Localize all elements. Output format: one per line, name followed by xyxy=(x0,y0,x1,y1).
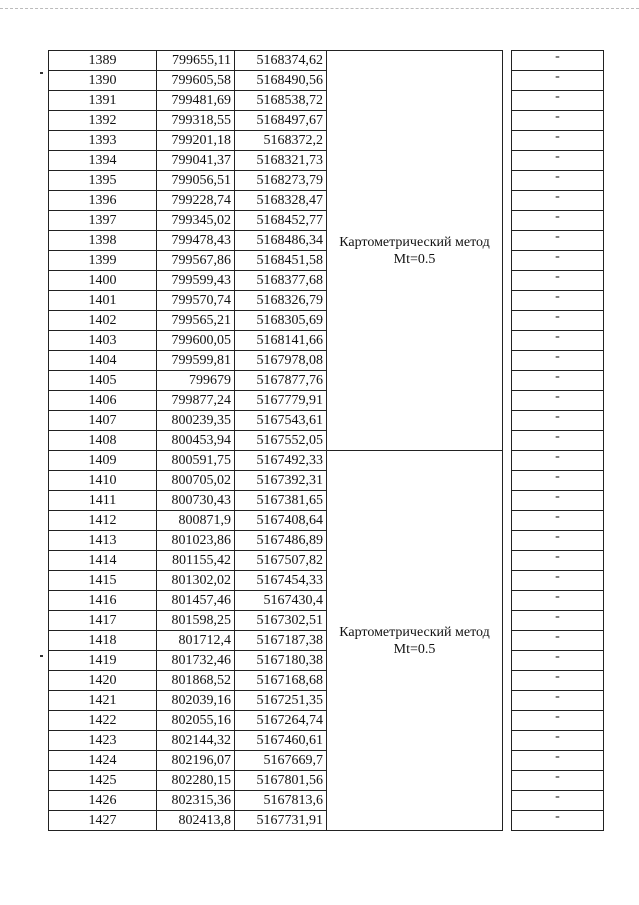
table-row xyxy=(49,731,604,751)
point-number: 1389 xyxy=(49,51,157,71)
table-row xyxy=(49,691,604,711)
coordinate-y: 5167543,61 xyxy=(235,411,327,431)
coordinate-x: 799056,51 xyxy=(157,171,235,191)
table-row xyxy=(49,211,604,231)
coordinate-x: 801598,25 xyxy=(157,611,235,631)
point-number: 1417 xyxy=(49,611,157,631)
point-number: 1425 xyxy=(49,771,157,791)
empty-value-dash: - xyxy=(512,511,604,531)
column-gap xyxy=(503,111,512,131)
table-row xyxy=(49,811,604,831)
method-cell xyxy=(327,51,503,451)
coordinate-x: 800239,35 xyxy=(157,411,235,431)
coordinate-y: 5167813,6 xyxy=(235,791,327,811)
coordinate-x: 802413,8 xyxy=(157,811,235,831)
empty-value-dash: - xyxy=(512,291,604,311)
coordinates-page xyxy=(48,50,604,831)
column-gap xyxy=(503,151,512,171)
point-number: 1393 xyxy=(49,131,157,151)
method-label: Картометрический метод xyxy=(339,624,490,640)
coordinate-x: 801457,46 xyxy=(157,591,235,611)
empty-value-dash: - xyxy=(512,731,604,751)
column-gap xyxy=(503,91,512,111)
empty-value-dash: - xyxy=(512,71,604,91)
coordinate-x: 801868,52 xyxy=(157,671,235,691)
coordinate-x: 802144,32 xyxy=(157,731,235,751)
empty-value-dash: - xyxy=(512,331,604,351)
coordinate-y: 5168328,47 xyxy=(235,191,327,211)
column-gap xyxy=(503,431,512,451)
point-number: 1390 xyxy=(49,71,157,91)
empty-value-dash: - xyxy=(512,151,604,171)
coordinate-y: 5167877,76 xyxy=(235,371,327,391)
table-row xyxy=(49,251,604,271)
table-row xyxy=(49,51,604,71)
coordinate-y: 5167492,33 xyxy=(235,451,327,471)
column-gap xyxy=(503,291,512,311)
column-gap xyxy=(503,611,512,631)
column-gap xyxy=(503,351,512,371)
coordinates-table xyxy=(48,50,604,831)
coordinate-x: 801023,86 xyxy=(157,531,235,551)
coordinate-x: 799041,37 xyxy=(157,151,235,171)
table-row xyxy=(49,311,604,331)
column-gap xyxy=(503,511,512,531)
table-row xyxy=(49,351,604,371)
scan-margin-mark xyxy=(40,655,43,657)
table-row xyxy=(49,151,604,171)
column-gap xyxy=(503,651,512,671)
empty-value-dash: - xyxy=(512,591,604,611)
column-gap xyxy=(503,491,512,511)
coordinate-x: 799605,58 xyxy=(157,71,235,91)
column-gap xyxy=(503,451,512,471)
point-number: 1411 xyxy=(49,491,157,511)
coordinate-x: 800730,43 xyxy=(157,491,235,511)
table-row xyxy=(49,111,604,131)
table-row xyxy=(49,631,604,651)
coordinate-x: 799570,74 xyxy=(157,291,235,311)
column-gap xyxy=(503,711,512,731)
coordinate-y: 5167779,91 xyxy=(235,391,327,411)
coordinate-y: 5167264,74 xyxy=(235,711,327,731)
point-number: 1401 xyxy=(49,291,157,311)
empty-value-dash: - xyxy=(512,571,604,591)
point-number: 1413 xyxy=(49,531,157,551)
coordinate-x: 801155,42 xyxy=(157,551,235,571)
table-row xyxy=(49,331,604,351)
empty-value-dash: - xyxy=(512,471,604,491)
empty-value-dash: - xyxy=(512,411,604,431)
coordinate-y: 5167978,08 xyxy=(235,351,327,371)
column-gap xyxy=(503,131,512,151)
coordinate-y: 5168451,58 xyxy=(235,251,327,271)
coordinate-x: 802280,15 xyxy=(157,771,235,791)
table-row xyxy=(49,591,604,611)
point-number: 1405 xyxy=(49,371,157,391)
coordinate-y: 5168452,77 xyxy=(235,211,327,231)
column-gap xyxy=(503,771,512,791)
column-gap xyxy=(503,671,512,691)
table-row xyxy=(49,191,604,211)
table-row xyxy=(49,671,604,691)
column-gap xyxy=(503,691,512,711)
table-row xyxy=(49,271,604,291)
coordinate-x: 799345,02 xyxy=(157,211,235,231)
table-row xyxy=(49,471,604,491)
column-gap xyxy=(503,631,512,651)
coordinate-x: 799655,11 xyxy=(157,51,235,71)
table-row xyxy=(49,571,604,591)
point-number: 1403 xyxy=(49,331,157,351)
coordinate-x: 799478,43 xyxy=(157,231,235,251)
empty-value-dash: - xyxy=(512,671,604,691)
empty-value-dash: - xyxy=(512,171,604,191)
point-number: 1397 xyxy=(49,211,157,231)
table-row xyxy=(49,451,604,471)
coordinate-x: 799599,81 xyxy=(157,351,235,371)
empty-value-dash: - xyxy=(512,811,604,831)
point-number: 1404 xyxy=(49,351,157,371)
coordinate-x: 799318,55 xyxy=(157,111,235,131)
point-number: 1392 xyxy=(49,111,157,131)
table-row xyxy=(49,771,604,791)
point-number: 1416 xyxy=(49,591,157,611)
empty-value-dash: - xyxy=(512,611,604,631)
empty-value-dash: - xyxy=(512,91,604,111)
empty-value-dash: - xyxy=(512,371,604,391)
coordinate-y: 5168374,62 xyxy=(235,51,327,71)
empty-value-dash: - xyxy=(512,751,604,771)
empty-value-dash: - xyxy=(512,231,604,251)
coordinate-x: 799481,69 xyxy=(157,91,235,111)
coordinate-x: 802039,16 xyxy=(157,691,235,711)
empty-value-dash: - xyxy=(512,691,604,711)
table-row xyxy=(49,371,604,391)
point-number: 1410 xyxy=(49,471,157,491)
empty-value-dash: - xyxy=(512,311,604,331)
coordinate-y: 5168321,73 xyxy=(235,151,327,171)
method-label: Картометрический метод xyxy=(339,234,490,250)
coordinate-y: 5168377,68 xyxy=(235,271,327,291)
coordinate-x: 802196,07 xyxy=(157,751,235,771)
table-row xyxy=(49,131,604,151)
table-row xyxy=(49,391,604,411)
coordinate-y: 5168326,79 xyxy=(235,291,327,311)
table-row xyxy=(49,91,604,111)
empty-value-dash: - xyxy=(512,351,604,371)
coordinate-y: 5167460,61 xyxy=(235,731,327,751)
point-number: 1414 xyxy=(49,551,157,571)
empty-value-dash: - xyxy=(512,211,604,231)
coordinate-y: 5167669,7 xyxy=(235,751,327,771)
coordinate-y: 5168273,79 xyxy=(235,171,327,191)
coordinate-y: 5167430,4 xyxy=(235,591,327,611)
empty-value-dash: - xyxy=(512,251,604,271)
table-row xyxy=(49,651,604,671)
empty-value-dash: - xyxy=(512,191,604,211)
empty-value-dash: - xyxy=(512,111,604,131)
column-gap xyxy=(503,391,512,411)
coordinates-table-body xyxy=(49,51,604,831)
column-gap xyxy=(503,811,512,831)
coordinate-y: 5167731,91 xyxy=(235,811,327,831)
empty-value-dash: - xyxy=(512,491,604,511)
point-number: 1391 xyxy=(49,91,157,111)
column-gap xyxy=(503,591,512,611)
coordinate-y: 5167486,89 xyxy=(235,531,327,551)
accuracy-label: Mt=0.5 xyxy=(393,251,436,267)
point-number: 1408 xyxy=(49,431,157,451)
empty-value-dash: - xyxy=(512,431,604,451)
coordinate-y: 5167408,64 xyxy=(235,511,327,531)
column-gap xyxy=(503,531,512,551)
point-number: 1412 xyxy=(49,511,157,531)
scan-margin-mark xyxy=(40,72,43,74)
coordinate-y: 5168372,2 xyxy=(235,131,327,151)
table-row xyxy=(49,71,604,91)
coordinate-y: 5167392,31 xyxy=(235,471,327,491)
coordinate-x: 801712,4 xyxy=(157,631,235,651)
point-number: 1420 xyxy=(49,671,157,691)
coordinate-x: 800453,94 xyxy=(157,431,235,451)
empty-value-dash: - xyxy=(512,631,604,651)
empty-value-dash: - xyxy=(512,391,604,411)
coordinate-x: 799679 xyxy=(157,371,235,391)
empty-value-dash: - xyxy=(512,131,604,151)
column-gap xyxy=(503,371,512,391)
empty-value-dash: - xyxy=(512,711,604,731)
method-cell xyxy=(327,451,503,831)
empty-value-dash: - xyxy=(512,771,604,791)
coordinate-x: 799565,21 xyxy=(157,311,235,331)
column-gap xyxy=(503,571,512,591)
column-gap xyxy=(503,191,512,211)
column-gap xyxy=(503,751,512,771)
point-number: 1394 xyxy=(49,151,157,171)
column-gap xyxy=(503,71,512,91)
point-number: 1396 xyxy=(49,191,157,211)
table-row xyxy=(49,611,604,631)
coordinate-x: 802315,36 xyxy=(157,791,235,811)
coordinate-x: 799877,24 xyxy=(157,391,235,411)
coordinate-x: 799600,05 xyxy=(157,331,235,351)
table-row xyxy=(49,751,604,771)
empty-value-dash: - xyxy=(512,791,604,811)
point-number: 1422 xyxy=(49,711,157,731)
empty-value-dash: - xyxy=(512,451,604,471)
coordinate-x: 799567,86 xyxy=(157,251,235,271)
coordinate-y: 5168490,56 xyxy=(235,71,327,91)
point-number: 1419 xyxy=(49,651,157,671)
column-gap xyxy=(503,471,512,491)
accuracy-label: Mt=0.5 xyxy=(393,641,436,657)
coordinate-y: 5167168,68 xyxy=(235,671,327,691)
coordinate-x: 802055,16 xyxy=(157,711,235,731)
coordinate-y: 5167251,35 xyxy=(235,691,327,711)
coordinate-x: 800705,02 xyxy=(157,471,235,491)
coordinate-y: 5167180,38 xyxy=(235,651,327,671)
column-gap xyxy=(503,551,512,571)
table-row xyxy=(49,791,604,811)
point-number: 1398 xyxy=(49,231,157,251)
column-gap xyxy=(503,791,512,811)
coordinate-y: 5167454,33 xyxy=(235,571,327,591)
coordinate-x: 799228,74 xyxy=(157,191,235,211)
point-number: 1415 xyxy=(49,571,157,591)
table-row xyxy=(49,431,604,451)
coordinate-y: 5168497,67 xyxy=(235,111,327,131)
table-row xyxy=(49,231,604,251)
point-number: 1423 xyxy=(49,731,157,751)
point-number: 1421 xyxy=(49,691,157,711)
column-gap xyxy=(503,51,512,71)
point-number: 1427 xyxy=(49,811,157,831)
table-row xyxy=(49,511,604,531)
point-number: 1426 xyxy=(49,791,157,811)
coordinate-y: 5167552,05 xyxy=(235,431,327,451)
column-gap xyxy=(503,411,512,431)
coordinate-y: 5168538,72 xyxy=(235,91,327,111)
column-gap xyxy=(503,331,512,351)
coordinate-y: 5168141,66 xyxy=(235,331,327,351)
coordinate-x: 800591,75 xyxy=(157,451,235,471)
table-row xyxy=(49,491,604,511)
table-row xyxy=(49,531,604,551)
table-row xyxy=(49,551,604,571)
column-gap xyxy=(503,211,512,231)
coordinate-x: 801732,46 xyxy=(157,651,235,671)
point-number: 1395 xyxy=(49,171,157,191)
column-gap xyxy=(503,171,512,191)
column-gap xyxy=(503,311,512,331)
empty-value-dash: - xyxy=(512,531,604,551)
table-row xyxy=(49,711,604,731)
coordinate-y: 5168305,69 xyxy=(235,311,327,331)
point-number: 1407 xyxy=(49,411,157,431)
point-number: 1409 xyxy=(49,451,157,471)
coordinate-x: 801302,02 xyxy=(157,571,235,591)
empty-value-dash: - xyxy=(512,51,604,71)
coordinate-y: 5167507,82 xyxy=(235,551,327,571)
point-number: 1402 xyxy=(49,311,157,331)
point-number: 1399 xyxy=(49,251,157,271)
coordinate-x: 799201,18 xyxy=(157,131,235,151)
point-number: 1418 xyxy=(49,631,157,651)
column-gap xyxy=(503,731,512,751)
coordinate-x: 800871,9 xyxy=(157,511,235,531)
table-row xyxy=(49,411,604,431)
point-number: 1406 xyxy=(49,391,157,411)
column-gap xyxy=(503,231,512,251)
point-number: 1424 xyxy=(49,751,157,771)
coordinate-y: 5168486,34 xyxy=(235,231,327,251)
table-row xyxy=(49,291,604,311)
coordinate-x: 799599,43 xyxy=(157,271,235,291)
coordinate-y: 5167302,51 xyxy=(235,611,327,631)
empty-value-dash: - xyxy=(512,651,604,671)
scan-top-edge xyxy=(0,8,639,9)
coordinate-y: 5167801,56 xyxy=(235,771,327,791)
empty-value-dash: - xyxy=(512,271,604,291)
coordinate-y: 5167187,38 xyxy=(235,631,327,651)
empty-value-dash: - xyxy=(512,551,604,571)
column-gap xyxy=(503,271,512,291)
table-row xyxy=(49,171,604,191)
coordinate-y: 5167381,65 xyxy=(235,491,327,511)
column-gap xyxy=(503,251,512,271)
point-number: 1400 xyxy=(49,271,157,291)
